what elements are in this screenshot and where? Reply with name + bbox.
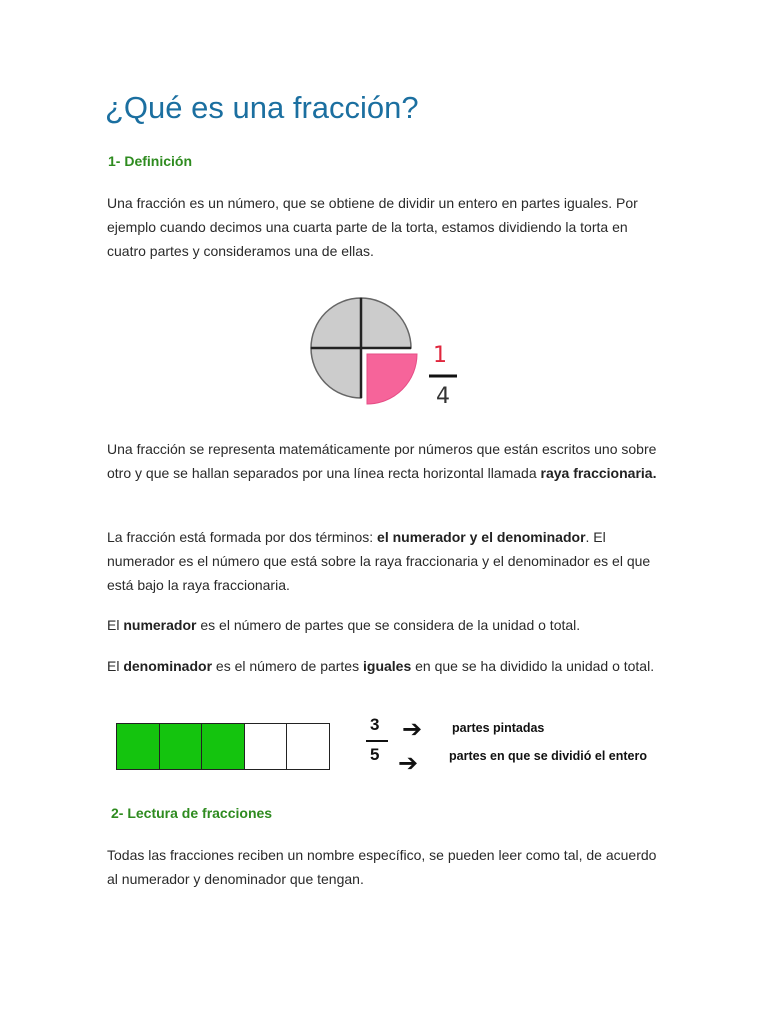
pie-quarter-bottom-left: [311, 348, 361, 398]
bar-fraction-figure: [116, 723, 330, 770]
paragraph-terms-text-2: . El numerador es el número que está sobre la raya fraccionaria y el denominador es el que está bajo la raya fraccionaria.: [107, 529, 651, 593]
paragraph-representation-text: Una fracción se representa matemáticamente por números que están escritos uno sobre otro y que se hallan separados por una línea recta horizontal llamada: [107, 441, 657, 481]
page-title: ¿Qué es una fracción?: [105, 90, 419, 125]
section-heading-definicion: 1- Definición: [108, 153, 193, 169]
arrow-right-icon: ➔: [398, 750, 419, 777]
paragraph-representation: [107, 437, 667, 485]
bar-fraction-legend: [360, 712, 670, 782]
paragraph-representation-bold: raya fraccionaria.: [540, 465, 657, 481]
paragraph-numerator: [107, 613, 667, 637]
paragraph-numerator-bold: numerador: [123, 617, 197, 633]
paragraph-denominator-text-3: en que se ha dividido la unidad o total.: [411, 658, 655, 674]
bar-cell-empty: [245, 724, 288, 769]
pie-fraction-svg: [305, 290, 465, 410]
paragraph-terms-bold: el numerador y el denominador: [377, 529, 586, 545]
bar-numerator: 3: [370, 715, 380, 734]
paragraph-denominator-bold-1: denominador: [123, 658, 213, 674]
paragraph-numerator-text-1: El: [107, 617, 124, 633]
paragraph-definition: Una fracción es un número, que se obtiene de dividir un entero en partes iguales. Por ejemplo cuando decimos una cuarta parte de la torta, estamos dividiendo la torta en cuatro partes y consideramos una de ellas.: [107, 195, 638, 259]
paragraph-denominator: [107, 654, 667, 678]
paragraph-terms: [107, 525, 667, 597]
pie-quarter-top-left: [311, 298, 361, 348]
bar-cell-empty: [287, 724, 329, 769]
bar-denominator: 5: [370, 745, 380, 764]
pie-fraction-figure: [305, 290, 465, 410]
pie-quarter-pink: [367, 354, 417, 404]
paragraph-lectura: Todas las fracciones reciben un nombre específico, se pueden leer como tal, de acuerdo al numerador y denominador que tengan.: [107, 847, 657, 887]
bar-cell-filled: [117, 724, 160, 769]
bar-fraction-line: [366, 740, 388, 742]
label-partes-dividio: partes en que se dividió el entero: [449, 749, 647, 763]
section-heading-lectura: 2- Lectura de fracciones: [111, 805, 273, 821]
pie-denominator: 4: [436, 384, 450, 409]
paragraph-numerator-text-2: es el número de partes que se considera de la unidad o total.: [196, 617, 581, 633]
pie-quarter-top-right: [361, 298, 411, 348]
label-partes-pintadas: partes pintadas: [452, 721, 545, 735]
bar-cell-filled: [202, 724, 245, 769]
paragraph-denominator-bold-2: iguales: [363, 658, 412, 674]
paragraph-denominator-text-2: es el número de partes: [212, 658, 363, 674]
arrow-right-icon: ➔: [402, 716, 423, 743]
pie-numerator: 1: [433, 343, 447, 368]
paragraph-terms-text-1: La fracción está formada por dos términos:: [107, 529, 378, 545]
bar-cell-filled: [160, 724, 203, 769]
paragraph-denominator-text-1: El: [107, 658, 124, 674]
